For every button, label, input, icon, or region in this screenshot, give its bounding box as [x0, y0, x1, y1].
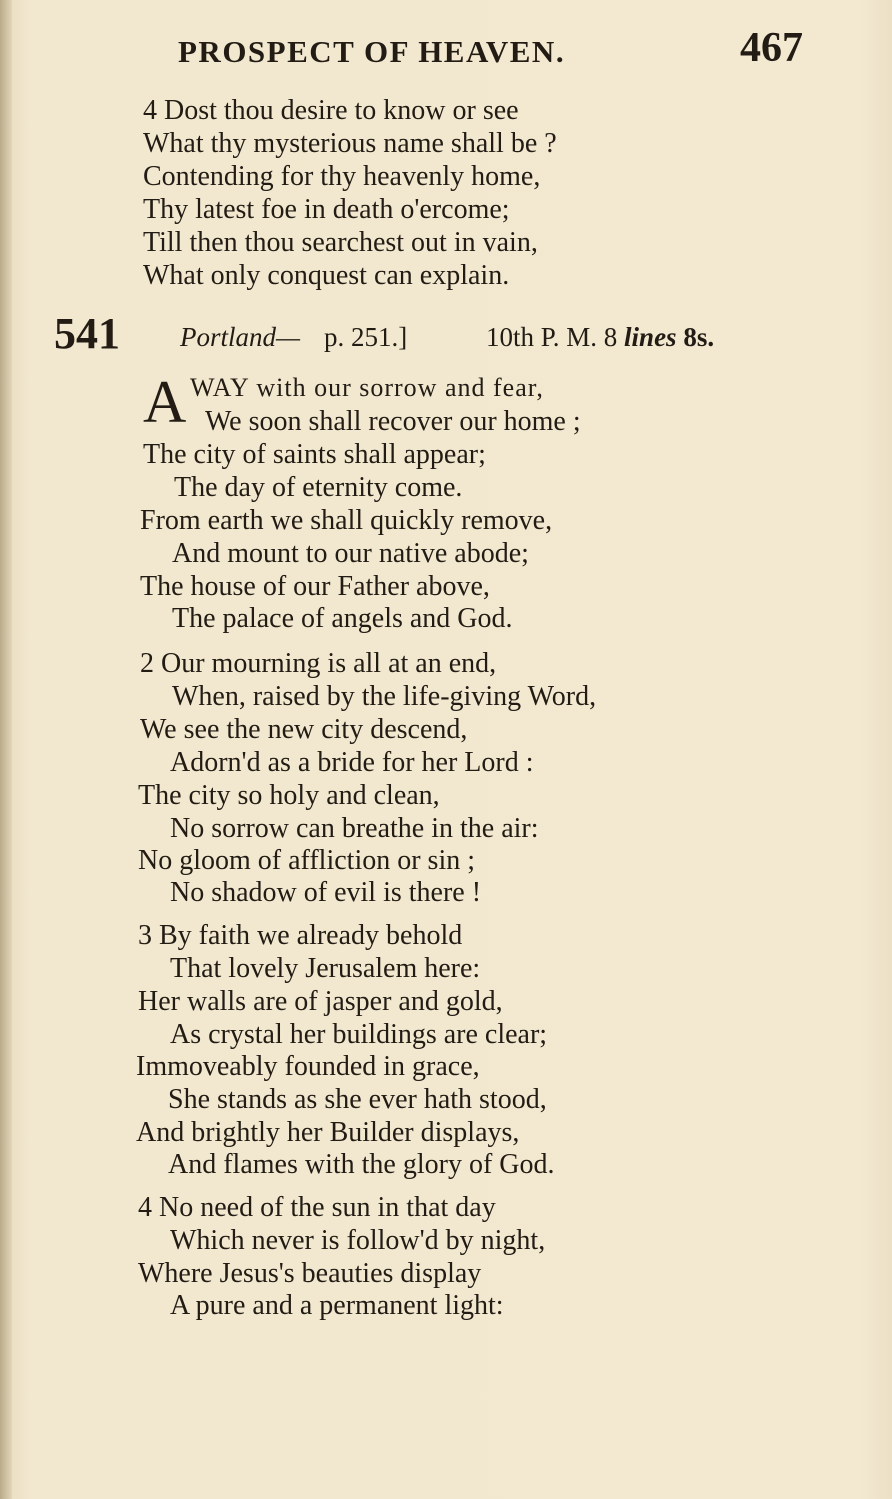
drop-cap: A	[143, 369, 187, 435]
verse-line: The day of eternity come.	[174, 472, 463, 503]
running-title: PROSPECT OF HEAVEN.	[178, 34, 566, 69]
verse-line: 2 Our mourning is all at an end,	[140, 648, 497, 679]
verse-line: As crystal her buildings are clear;	[170, 1019, 548, 1050]
verse-line: Contending for thy heavenly home,	[143, 161, 541, 192]
verse-line: Adorn'd as a bride for her Lord :	[170, 747, 534, 778]
meter	[486, 322, 714, 353]
binding-edge	[0, 0, 12, 1499]
tune-page-reference: p. 251.]	[324, 322, 408, 352]
hymn-heading	[54, 308, 784, 358]
verse-line: We soon shall recover our home ;	[205, 406, 581, 437]
verse-line: That lovely Jerusalem here:	[170, 953, 481, 984]
verse-line: What thy mysterious name shall be ?	[143, 128, 557, 159]
verse-line: No gloom of affliction or sin ;	[138, 845, 475, 876]
verse-line: And mount to our native abode;	[172, 538, 529, 569]
hymn-number: 541	[54, 309, 120, 358]
first-line-rest: WAY with our sorrow and fear,	[190, 373, 544, 402]
verse-line: Where Jesus's beauties display	[138, 1258, 482, 1289]
verse-line: The house of our Father above,	[140, 571, 490, 602]
verse-line: A pure and a permanent light:	[170, 1290, 504, 1321]
verse-line: She stands as she ever hath stood,	[168, 1084, 547, 1115]
meter-prefix: 10th P. M. 8	[486, 322, 625, 352]
verse-line: From earth we shall quickly remove,	[140, 505, 553, 536]
verse-line: We see the new city descend,	[140, 714, 468, 745]
verse-line: No sorrow can breathe in the air:	[170, 813, 539, 844]
page-header	[178, 24, 803, 84]
verse-line: The palace of angels and God.	[172, 603, 513, 634]
verse-line: And brightly her Builder displays,	[136, 1117, 520, 1148]
verse-line: 4 Dost thou desire to know or see	[143, 95, 519, 126]
meter-suffix: 8s.	[676, 322, 715, 352]
verse-line: What only conquest can explain.	[143, 260, 510, 291]
verse-line: Immoveably founded in grace,	[136, 1051, 480, 1082]
verse-line: Which never is follow'd by night,	[170, 1225, 546, 1256]
verse-line: Her walls are of jasper and gold,	[138, 986, 503, 1017]
verse-line: The city so holy and clean,	[138, 780, 440, 811]
page-number: 467	[740, 25, 803, 71]
verse-line: The city of saints shall appear;	[143, 439, 486, 470]
verse-line: No shadow of evil is there !	[170, 877, 482, 908]
verse-line: 3 By faith we already behold	[138, 920, 463, 951]
tune-name: Portland—	[180, 322, 301, 352]
verse-line: 4 No need of the sun in that day	[138, 1192, 496, 1223]
verse-line: When, raised by the life-giving Word,	[172, 681, 597, 712]
verse-line: And flames with the glory of God.	[168, 1149, 555, 1180]
meter-lines-word: lines	[624, 322, 677, 352]
verse-line: Thy latest foe in death o'ercome;	[143, 194, 510, 225]
verse-line: Till then thou searchest out in vain,	[143, 227, 538, 258]
